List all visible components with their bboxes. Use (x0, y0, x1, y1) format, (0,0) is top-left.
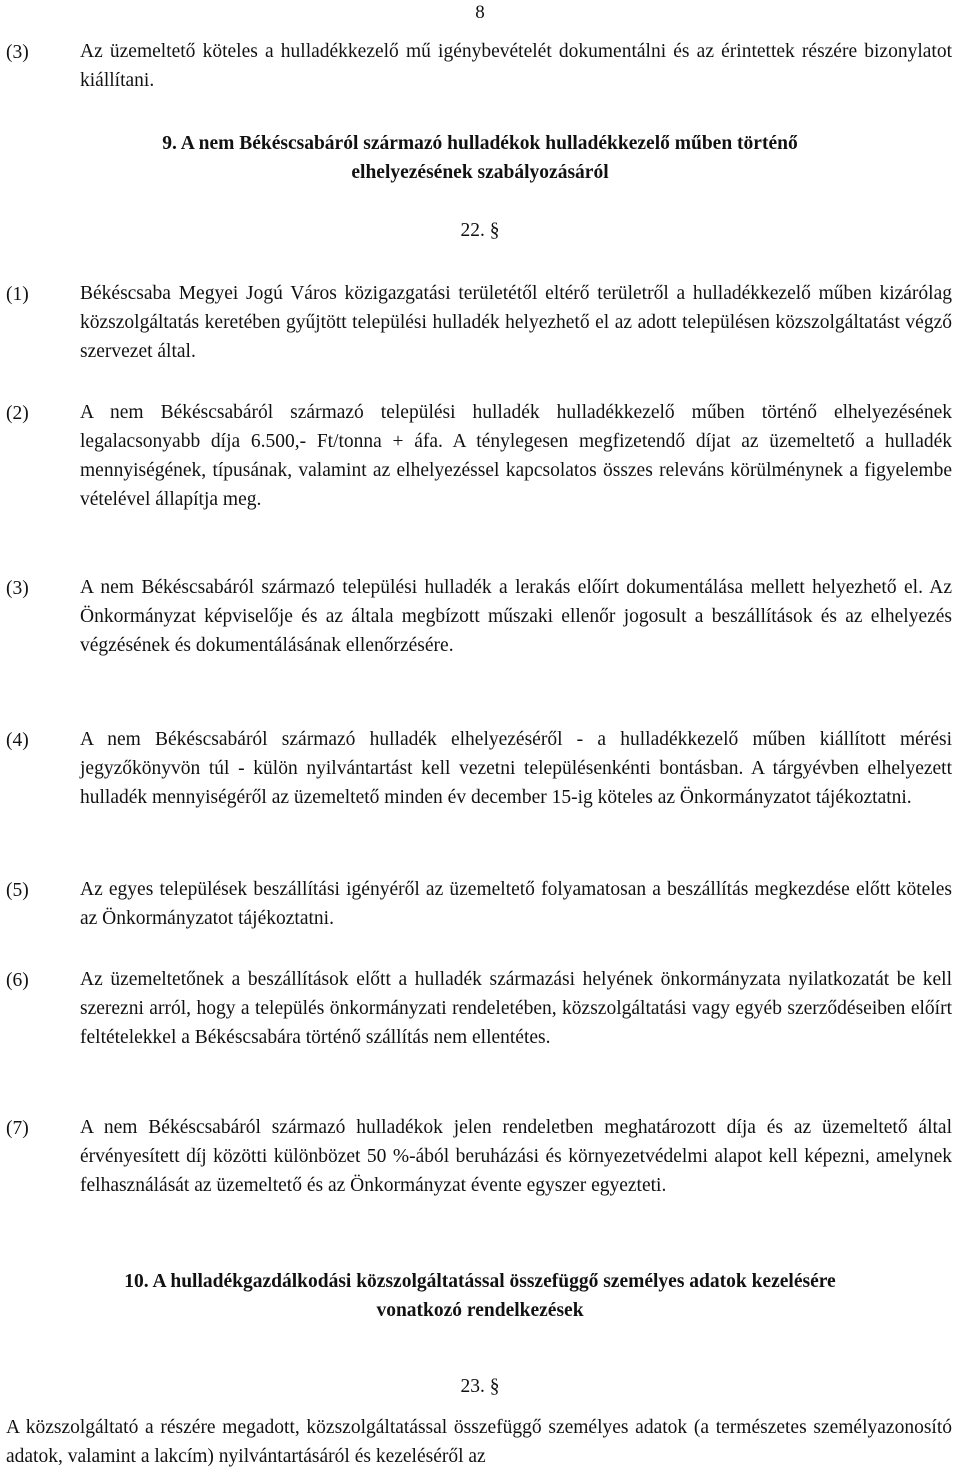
section-heading-line: vonatkozó rendelkezések (376, 1300, 584, 1321)
paragraph-number: (5) (6, 880, 29, 901)
page-number: 8 (475, 2, 485, 23)
paragraph-text: A nem Békéscsabáról származó települési hulladék hulladékkezelő műben történő elhelyezésének legalacsonyabb díja 6.500,- Ft/tonna + áfa. A ténylegesen megfizetendő díjat az üzemeltető a hulladék mennyiségének, típusának, valamint az elhelyezéssel kapcsolatos összes releváns körülménynek a figyelembe vételével állapítja meg. (80, 402, 952, 510)
paragraph-mark-23 (0, 1376, 960, 1398)
paragraph-text: Az üzemeltetőnek a beszállítások előtt a hulladék származási helyének önkormányzata nyilatkozatát be kell szerezni arról, hogy a település önkormányzati rendeletében, közszolgáltatási vagy egyéb szerződéseiben előírt feltételekkel a Békéscsabára történő szállítás nem ellentétes. (80, 969, 952, 1048)
paragraph-text: A nem Békéscsabáról származó hulladékok jelen rendeletben meghatározott díja és az üzemeltető által érvényesített díj közötti különbözet 50 %-ából beruházási és környezetvédelmi alapot kell képezni, amelynek felhasználását az üzemeltető és az Önkormányzat évente egyszer egyezteti. (80, 1117, 952, 1196)
paragraph-number: (4) (6, 730, 29, 751)
paragraph-number: (3) (6, 578, 29, 599)
paragraph-number: (6) (6, 970, 29, 991)
paragraph-mark-22 (0, 220, 960, 242)
paragraph-number: (1) (6, 284, 29, 305)
section-heading-line: 9. A nem Békéscsabáról származó hulladékok hulladékkezelő műben történő (162, 133, 798, 154)
paragraph-mark: 23. § (460, 1376, 500, 1397)
paragraph-text: A nem Békéscsabáról származó hulladék elhelyezéséről - a hulladékkezelő műben kiállított mérési jegyzőkönyvön túl - külön nyilvántartást kell vezetni településenkénti bontásban. A tárgyévben elhelyezett hulladék mennyiségéről az üzemeltető minden év december 15-ig köteles az Önkormányzatot tájékoztatni. (80, 729, 952, 808)
section-heading-line: elhelyezésének szabályozásáról (351, 162, 609, 183)
section-10-text: A közszolgáltató a részére megadott, közszolgáltatással összefüggő személyes adatok (a természetes személyazonosító adatok, valamint a lakcím) nyilvántartásáról és kezeléséről az (6, 1417, 952, 1467)
paragraph-mark: 22. § (460, 220, 500, 241)
section-heading-line: 10. A hulladékgazdálkodási közszolgáltatással összefüggő személyes adatok kezelésére (124, 1271, 836, 1292)
paragraph-number: (2) (6, 403, 29, 424)
section-10-heading (0, 1267, 960, 1325)
paragraph-text: A nem Békéscsabáról származó települési hulladék a lerakás előírt dokumentálása mellett helyezhető el. Az Önkormányzat képviselője és az általa megbízott műszaki ellenőr jogosult a beszállítások és az elhelyezés végzésének és dokumentálásának ellenőrzésére. (80, 577, 952, 656)
paragraph-text: Békéscsaba Megyei Jogú Város közigazgatási területétől eltérő területről a hulladékkezelő műben kizárólag közszolgáltatás keretében gyűjtött települési hulladék helyezhető el az adott településen közszolgáltatást végző szervezet által. (80, 283, 952, 362)
paragraph-text: Az egyes települések beszállítási igényéről az üzemeltető folyamatosan a beszállítás megkezdése előtt köteles az Önkormányzatot tájékoztatni. (80, 879, 952, 929)
paragraph-number: (7) (6, 1118, 29, 1139)
section-9-heading (0, 129, 960, 187)
paragraph-text: Az üzemeltető köteles a hulladékkezelő mű igénybevételét dokumentálni és az érintettek részére bizonylatot kiállítani. (80, 41, 952, 91)
paragraph-number: (3) (6, 42, 29, 63)
